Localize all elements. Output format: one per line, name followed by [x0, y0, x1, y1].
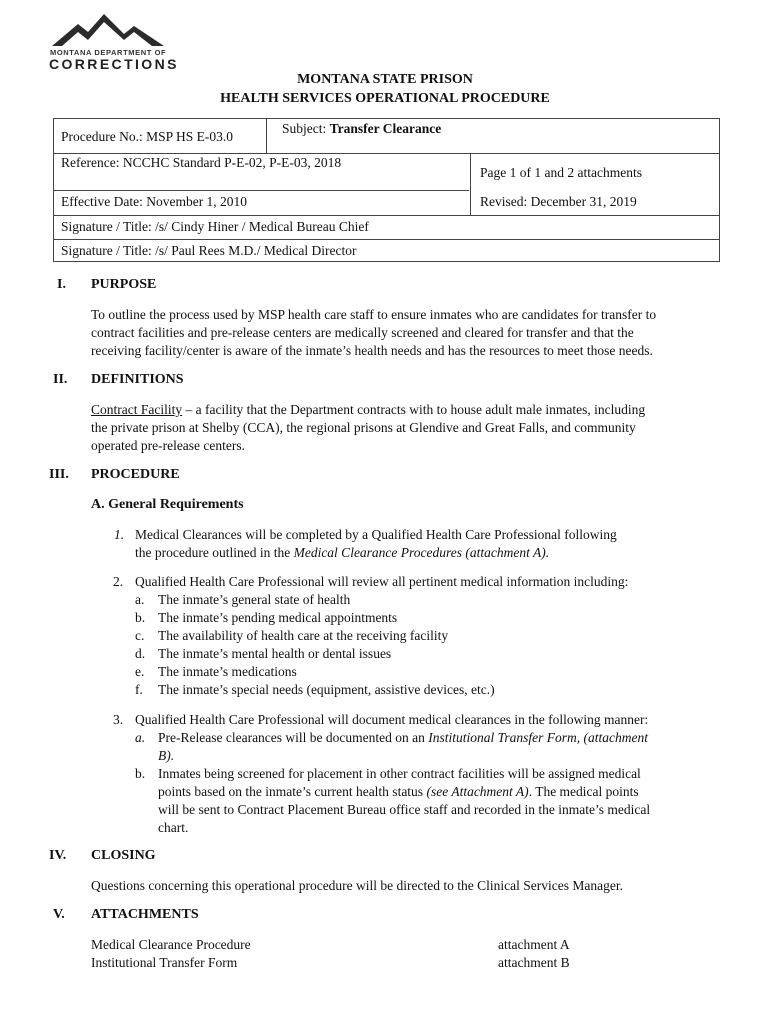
item-3-line-1: Qualified Health Care Professional will document medical clearances in the following manner: — [135, 712, 649, 727]
effective-date: Effective Date: November 1, 2010 — [61, 194, 248, 209]
attachment-a-reference: Medical Clearance Procedures (attachment A). — [293, 545, 550, 560]
logo-org-line2: CORRECTIONS — [49, 56, 179, 72]
definitions-number: II. — [53, 372, 68, 387]
closing-title: CLOSING — [91, 848, 156, 863]
attachment-name: Institutional Transfer Form — [91, 955, 238, 970]
sub-item-letter: d. — [135, 646, 146, 661]
sub-item-text: The inmate’s medications — [158, 664, 297, 679]
definition-text: – a facility that the Department contracts with to house adult male inmates, including — [182, 402, 646, 417]
subject — [282, 121, 441, 137]
item-3-number: 3. — [113, 712, 124, 727]
header-line1: MONTANA STATE PRISON — [297, 72, 473, 87]
sub-item-text: The inmate’s special needs (equipment, assistive devices, etc.) — [158, 682, 495, 697]
attachment-name: Medical Clearance Procedure — [91, 937, 251, 952]
item-1-line-2: the procedure outlined in the Medical Clearance Procedures (attachment A). — [135, 545, 550, 560]
procedure-number-heading: III. — [49, 467, 69, 482]
department-logo — [48, 12, 179, 72]
definition-term: Contract Facility — [91, 402, 183, 417]
reference: Reference: NCCHC Standard P-E-02, P-E-03, 2018 — [61, 155, 342, 170]
see-attachment-a-reference: (see Attachment A) — [426, 784, 529, 799]
definition-line-2: the private prison at Shelby (CCA), the regional prisons at Glendive and Great Falls, and community — [91, 420, 636, 435]
sub-item-letter: e. — [135, 664, 145, 679]
logo-org-line1: MONTANA DEPARTMENT OF — [50, 48, 167, 57]
item-1-number: 1. — [114, 527, 125, 542]
attachment-b-reference: Institutional Transfer Form, (attachment — [428, 730, 649, 745]
sub-item-text: The inmate’s general state of health — [158, 592, 351, 607]
item-3b-line-3: will be sent to Contract Placement Bureau office staff and recorded in the inmate’s medical — [158, 802, 651, 817]
purpose-number: I. — [57, 277, 66, 292]
definition-line-3: operated pre-release centers. — [91, 438, 246, 453]
item-3b-line-2: points based on the inmate’s current health status (see Attachment A). The medical points — [158, 784, 639, 799]
signature-2: Signature / Title: /s/ Paul Rees M.D./ Medical Director — [61, 243, 357, 258]
procedure-number: Procedure No.: MSP HS E-03.0 — [61, 129, 233, 144]
revised-date: Revised: December 31, 2019 — [480, 194, 637, 209]
closing-number: IV. — [49, 848, 67, 863]
item-3b-line-4: chart. — [158, 820, 189, 835]
purpose-line-3: receiving facility/center is aware of the inmate’s health needs and has the resources to meet those needs. — [91, 343, 653, 358]
item-2-line-1: Qualified Health Care Professional will review all pertinent medical information including: — [135, 574, 629, 589]
mountain-logo-icon — [48, 12, 168, 48]
item-2-number: 2. — [113, 574, 124, 589]
page-info: Page 1 of 1 and 2 attachments — [480, 165, 642, 180]
subject-label: Subject: — [282, 121, 330, 136]
closing-text: Questions concerning this operational procedure will be directed to the Clinical Services Manager. — [91, 878, 623, 893]
subject-value: Transfer Clearance — [329, 121, 442, 136]
procedure-title: PROCEDURE — [91, 467, 180, 482]
purpose-title: PURPOSE — [91, 277, 157, 292]
attachments-title: ATTACHMENTS — [91, 907, 199, 922]
header-line2: HEALTH SERVICES OPERATIONAL PROCEDURE — [220, 91, 550, 106]
attachments-number: V. — [53, 907, 65, 922]
item-3b-line-1: Inmates being screened for placement in other contract facilities will be assigned medical — [158, 766, 641, 781]
item-1-line-1: Medical Clearances will be completed by a Qualified Health Care Professional following — [135, 527, 617, 542]
item-3b-letter: b. — [135, 766, 146, 781]
purpose-line-1: To outline the process used by MSP health care staff to ensure inmates who are candidates for transfer to — [91, 307, 657, 322]
sub-item-letter: f. — [135, 682, 143, 697]
item-3a-line-2: B). — [158, 748, 175, 763]
sub-item-text: The inmate’s mental health or dental issues — [158, 646, 392, 661]
definitions-title: DEFINITIONS — [91, 372, 184, 387]
attachment-ref: attachment B — [498, 955, 570, 970]
sub-item-letter: c. — [135, 628, 145, 643]
purpose-line-2: contract facilities and pre-release centers are medically screened and cleared for transfer and that the — [91, 325, 634, 340]
sub-item-letter: b. — [135, 610, 146, 625]
sub-item-letter: a. — [135, 592, 145, 607]
procedure-info-table — [53, 118, 720, 262]
sub-item-text: The inmate’s pending medical appointments — [158, 610, 398, 625]
attachment-ref: attachment A — [498, 937, 570, 952]
sub-item-text: The availability of health care at the receiving facility — [158, 628, 449, 643]
general-requirements-heading: A. General Requirements — [91, 497, 244, 512]
definition-line-1 — [91, 402, 645, 418]
signature-1: Signature / Title: /s/ Cindy Hiner / Medical Bureau Chief — [61, 219, 369, 234]
item-3a-line-1: Pre-Release clearances will be documented on an Institutional Transfer Form, (attachment — [158, 730, 649, 745]
item-3a-letter: a. — [135, 730, 146, 745]
